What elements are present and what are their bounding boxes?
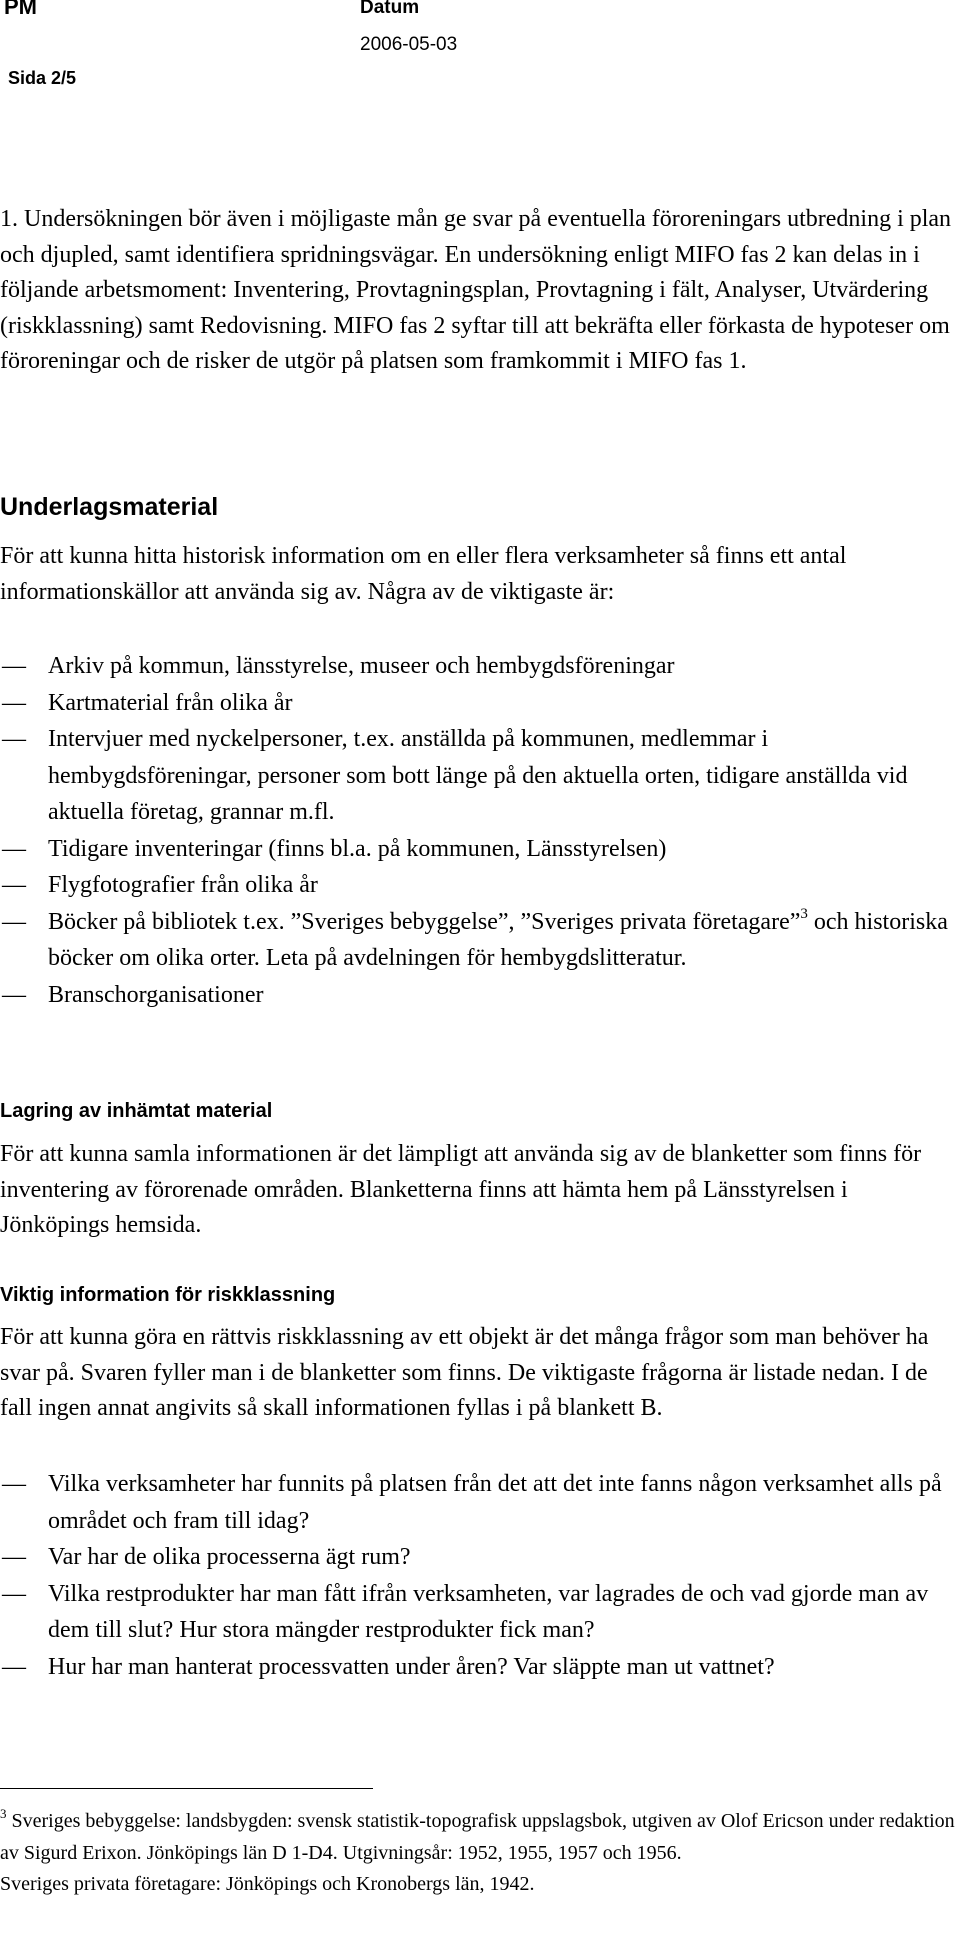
questions-list <box>0 1466 958 1685</box>
dash-bullet: — <box>2 981 26 1008</box>
dash-bullet: — <box>2 1544 26 1570</box>
footnote <box>0 1806 958 1901</box>
list-item <box>0 685 958 722</box>
list-item <box>0 977 958 1014</box>
list-item-text: Var har de olika processerna ägt rum? <box>48 1544 411 1570</box>
list-item <box>0 831 958 868</box>
dash-bullet: — <box>2 908 26 935</box>
intro-paragraph: 1. Undersökningen bör även i möjligaste mån ge svar på eventuella föroreningars utbredning i plan och djupled, samt identifiera spridningsvägar. En undersökning enligt MIFO fas 2 kan delas in i följande arbetsmoment: Inventering, Provtagningsplan, Provtagning i fält, Analyser, Utvärdering (riskklassning) samt Redovisning. MIFO fas 2 syftar till att bekräfta eller förkasta de hypoteser om föroreningar och de risker de utgör på platsen som framkommit i MIFO fas 1. <box>0 206 952 374</box>
list-item <box>0 1539 958 1576</box>
header-page-number: Sida 2/5 <box>8 68 77 88</box>
dash-bullet: — <box>2 1580 26 1607</box>
lagring-paragraph: För att kunna samla informationen är det lämpligt att använda sig av de blanketter som finns för inventering av förorenade områden. Blanketterna finns att hämta hem på Länsstyrelsen i Jönköpings hemsida. <box>0 1141 922 1238</box>
list-item-text: Kartmaterial från olika år <box>48 689 293 716</box>
footnote-text: Sveriges bebyggelse: landsbygden: svensk statistik-topografisk uppslagsbok, utgiven av Olof Ericson under redaktion av Sigurd Erixon. Jönköpings län D 1-D4. Utgivningsår: 1952, 1955, 1957 och 1956. <box>0 1810 955 1864</box>
footnote-reference: 3 <box>800 905 808 922</box>
list-item <box>0 1466 958 1539</box>
header-datum-label: Datum <box>360 0 420 18</box>
dash-bullet: — <box>2 835 26 862</box>
dash-bullet: — <box>2 726 26 752</box>
list-item <box>0 1649 958 1686</box>
underlag-paragraph: För att kunna hitta historisk information om en eller flera verksamheter så finns ett antal informationskällor att använda sig av. Några av de viktigaste är: <box>0 543 847 605</box>
list-item-text: Vilka restprodukter har man fått ifrån verksamheten, var lagrades de och vad gjorde man av dem till slut? Hur stora mängder restprodukter fick man? <box>48 1580 929 1643</box>
list-item <box>0 1576 958 1649</box>
viktig-heading: Viktig information för riskklassning <box>0 1284 336 1306</box>
list-item <box>0 867 958 904</box>
list-item-text: Böcker på bibliotek t.ex. ”Sveriges bebyggelse”, ”Sveriges privata företagare” <box>48 908 801 935</box>
list-item-text: Hur har man hanterat processvatten under åren? Var släppte man ut vattnet? <box>48 1653 775 1680</box>
viktig-paragraph: För att kunna göra en rättvis riskklassning av ett objekt är det många frågor som man behöver ha svar på. Svaren fyller man i de blanketter som finns. De viktigaste frågorna är listade nedan. I de fall ingen annat angivits så skall informationen fyllas i på blankett B. <box>0 1324 929 1421</box>
list-item <box>0 904 958 977</box>
dash-bullet: — <box>2 1471 26 1497</box>
list-item-text: Branschorganisationer <box>48 981 264 1008</box>
footnote-marker: 3 <box>0 1806 7 1821</box>
list-item-text: Flygfotografier från olika år <box>48 872 318 898</box>
dash-bullet: — <box>2 1653 26 1680</box>
footnote-entry <box>0 1806 958 1869</box>
footnote-second-line: Sveriges privata företagare: Jönköpings och Kronobergs län, 1942. <box>0 1873 535 1895</box>
footnote-separator <box>0 1788 373 1789</box>
header-pm: PM <box>4 0 37 19</box>
list-item <box>0 721 958 831</box>
lagring-heading: Lagring av inhämtat material <box>0 1100 273 1122</box>
list-item-text: Intervjuer med nyckelpersoner, t.ex. anställda på kommunen, medlemmar i hembygdsföreningar, personer som bott länge på den aktuella orten, tidigare anställda vid aktuella företag, grannar m.fl. <box>48 726 908 825</box>
sources-list <box>0 648 958 1013</box>
list-item-text: Arkiv på kommun, länsstyrelse, museer och hembygdsföreningar <box>48 653 675 679</box>
list-item-text: Vilka verksamheter har funnits på platsen från det att det inte fanns någon verksamhet alls på området och fram till idag? <box>48 1471 942 1534</box>
dash-bullet: — <box>2 653 26 679</box>
dash-bullet: — <box>2 689 26 716</box>
underlag-heading: Underlagsmaterial <box>0 493 219 521</box>
dash-bullet: — <box>2 872 26 898</box>
list-item-text-cont: och historiska böcker om olika orter. Leta på avdelningen för hembygdslitteratur. <box>48 908 948 971</box>
header-datum-value: 2006-05-03 <box>360 34 458 55</box>
list-item <box>0 648 958 685</box>
list-item-text: Tidigare inventeringar (finns bl.a. på kommunen, Länsstyrelsen) <box>48 835 667 862</box>
